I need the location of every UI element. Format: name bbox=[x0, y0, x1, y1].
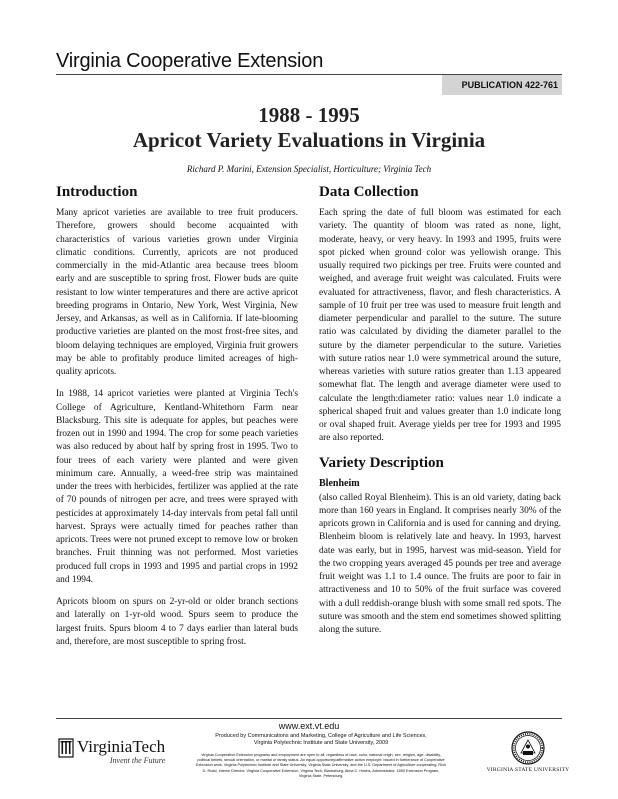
page-title: Apricot Variety Evaluations in Virginia bbox=[132, 128, 486, 152]
publication-bar bbox=[56, 75, 562, 95]
vt-shield-icon bbox=[58, 738, 74, 758]
variety-name: Blenheim bbox=[319, 477, 360, 489]
produced-line: Produced by Communications and Marketing, College of Agriculture and Life Sciences, bbox=[215, 733, 427, 739]
left-column bbox=[56, 184, 298, 658]
intro-paragraph: Apricots bloom on spurs on 2-yr-old or older branch sections and laterally on 1-yr-old wood. Spurs seem to produce the largest fruits. Spurs bloom 4 to 7 days earlier than lateral buds and, therefore, are most susceptible to spring frost. bbox=[56, 597, 298, 647]
fine-print: Virginia Cooperative Extension programs and employment are open to all, regardless of race, color, national origin, sex, religion, age, disability, political beliefs, sexual orientation, or marital or family status. An equal opportunity/affirmative action employer. Issued in furtherance of Cooperative Extension work, Virginia Polytechnic Institute and State University, Virginia State University, and the U.S. Department of Agriculture cooperating. RIck D. Rudd, Interim Director, Virginia Cooperative Extension, Virginia Tech, Blacksburg; Alma C. Hobbs, Administrator, 1890 Extension Program, Virginia State, Petersburg. bbox=[196, 753, 447, 778]
variety-paragraph: (also called Royal Blenheim). This is an old variety, dating back more than 160 years in England. It comprises nearly 30% of the apricots grown in California and is used for canning and drying. Blenheim bloom is relatively late and heavy. In 1993, harvest date was early, but in 1995, harvest was mid-season. Yield for the two cropping years averaged 45 pounds per tree and average fruit weight was 1.1 to 1.4 ounce. The fruits are poor to fair in attractiveness and 10 to 50% of the fruit surface was covered with a dull reddish-orange blush with some small red spots. The suture was smooth and the stem end sometimes showed splitting along the suture. bbox=[319, 492, 561, 635]
introduction-heading: Introduction bbox=[56, 184, 138, 200]
data-collection-paragraph: Each spring the date of full bloom was estimated for each variety. The quantity of bloom was rated as none, light, moderate, heavy, or very heavy. In 1993 and 1995, fruits were spot picked when ground color was yellowish orange. This usually required two pickings per tree. Fruits were counted and weighed, and average fruit weight was calculated. Fruits were evaluated for attractiveness, flavor, and flesh characteristics. A sample of 10 fruit per tree was used to measure fruit length and diameter perpendicular and parallel to the suture. The suture ratio was calculated by dividing the diameter parallel to the suture by the diameter perpendicular to the suture. Varieties with suture ratios near 1.0 were symmetrical around the suture, whereas varieties with suture ratios greater than 1.13 appeared somewhat flat. The length and average diameter were used to calculate the length:diameter ratio: values near 1.0 indicate a spherical shaped fruit and values greater than 1.0 indicate long or oval shaped fruit. Average yields per tree for 1993 and 1995 are also reported. bbox=[319, 208, 561, 444]
produced-line: Virginia Polytechnic Institute and State University, 2009 bbox=[253, 740, 389, 746]
publication-number: PUBLICATION 422-761 bbox=[442, 75, 562, 95]
produced-by bbox=[200, 733, 442, 747]
intro-paragraph: Many apricot varieties are available to tree fruit producers. Therefore, growers should become acquainted with characteristics of various varieties grown under Virginia climatic conditions. Currently, apricots are not produced commercially in the mid-Atlantic area because trees bloom early and are susceptible to spring frost. Flower buds are quite resistant to low winter temperatures and there are active apricot breeding programs in Ontario, New York, West Virginia, New Jersey, and Arkansas, as well as in California. If late-blooming productive varieties are planted on the most frost-free sites, and bloom delaying techniques are employed, Virginia fruit growers may be able to profitably produce limited acreages of high-quality apricots. bbox=[56, 208, 298, 377]
footer-rule bbox=[56, 718, 562, 719]
footer-url[interactable]: www.ext.vt.edu bbox=[278, 721, 340, 731]
brand-name: Virginia Cooperative Extension bbox=[56, 50, 324, 72]
variety-description-heading: Variety Description bbox=[319, 454, 444, 471]
intro-paragraph: In 1988, 14 apricot varieties were planted at Virginia Tech's College of Agriculture, Kentland-Whitethorn Farm near Blacksburg. This site is adequate for apples, but peaches were frozen out in 1990 and 1994. The crop for some peach varieties was also reduced by about half by spring frost in 1995. Two to four trees of each variety were planted and were given minimum care. Annually, a weed-free strip was maintained under the trees with herbicides, fertilizer was applied at the rate of 70 pounds of nitrogen per acre, and trees were sprayed with pesticides at approximately 14-day intervals from petal fall until harvest. Sprays were actually timed for peaches rather than apricots. Trees were not pruned except to remove low or broken branches. Fruit thinning was not performed. Most varieties produced full crops in 1993 and 1995 and partial crops in 1992 and 1994. bbox=[56, 389, 298, 585]
data-collection-heading: Data Collection bbox=[319, 184, 419, 200]
author-line: Richard P. Marini, Extension Specialist, Horticulture; Virginia Tech bbox=[186, 164, 432, 174]
vt-wordmark: VirginiaTech bbox=[77, 737, 166, 756]
virginia-tech-logo bbox=[58, 738, 165, 765]
right-column bbox=[319, 184, 561, 646]
vsu-name: VIRGINIA STATE UNIVERSITY bbox=[486, 767, 570, 773]
vsu-logo bbox=[478, 731, 578, 773]
title-years: 1988 - 1995 bbox=[258, 103, 360, 127]
vsu-seal-icon bbox=[511, 731, 545, 765]
vt-tagline: Invent the Future bbox=[109, 756, 166, 765]
